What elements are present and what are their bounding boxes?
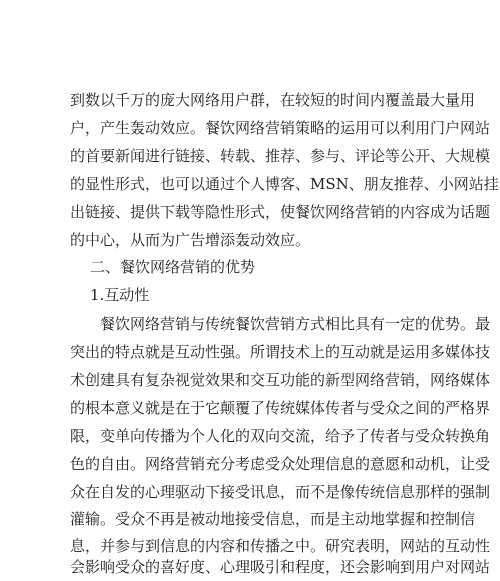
text-line: 限，变单向传播为个人化的双向交流，给予了传者与受众转换角 [70, 427, 491, 445]
text-line: 的中心，从而为广告增添轰动效应。 [70, 231, 311, 249]
text-line: 的根本意义就是在于它颠覆了传统媒体传者与受众之间的严格界 [70, 399, 491, 417]
text-line: 众在自发的心理驱动下接受讯息，而不是像传统信息那样的强制 [70, 483, 491, 501]
text-line: 术创建具有复杂视觉效果和交互功能的新型网络营销，网络媒体 [70, 371, 491, 389]
text-line: 的首要新闻进行链接、转载、推荐、参与、评论等公开、大规模 [70, 147, 491, 165]
text-line: 色的自由。网络营销充分考虑受众处理信息的意愿和动机，让受 [70, 455, 491, 473]
section-heading: 二、餐饮网络营销的优势 [90, 258, 256, 276]
text-line: 突出的特点就是互动性强。所谓技术上的互动就是运用多媒体技 [70, 343, 491, 361]
text-line: 息，并参与到信息的内容和传播之中。研究表明，网站的互动性 [70, 537, 491, 555]
text-line: 餐饮网络营销与传统餐饮营销方式相比具有一定的优势。最 [100, 315, 491, 333]
text-line: 出链接、提供下载等隐性形式，使餐饮网络营销的内容成为话题 [70, 203, 491, 221]
text-line: 会影响受众的喜好度、心理吸引和程度，还会影响到用户对网站 [70, 558, 491, 576]
text-line: 户，产生轰动效应。餐饮网络营销策略的运用可以利用门户网站 [70, 119, 491, 137]
text-line: 的显性形式，也可以通过个人博客、MSN、朋友推荐、小网站挂 [70, 175, 499, 193]
text-line: 灌输。受众不再是被动地接受信息，而是主动地掌握和控制信 [70, 510, 476, 528]
subsection-heading: 1.互动性 [90, 286, 150, 304]
text-line: 到数以千万的庞大网络用户群，在较短的时间内覆盖最大量用 [70, 91, 476, 109]
